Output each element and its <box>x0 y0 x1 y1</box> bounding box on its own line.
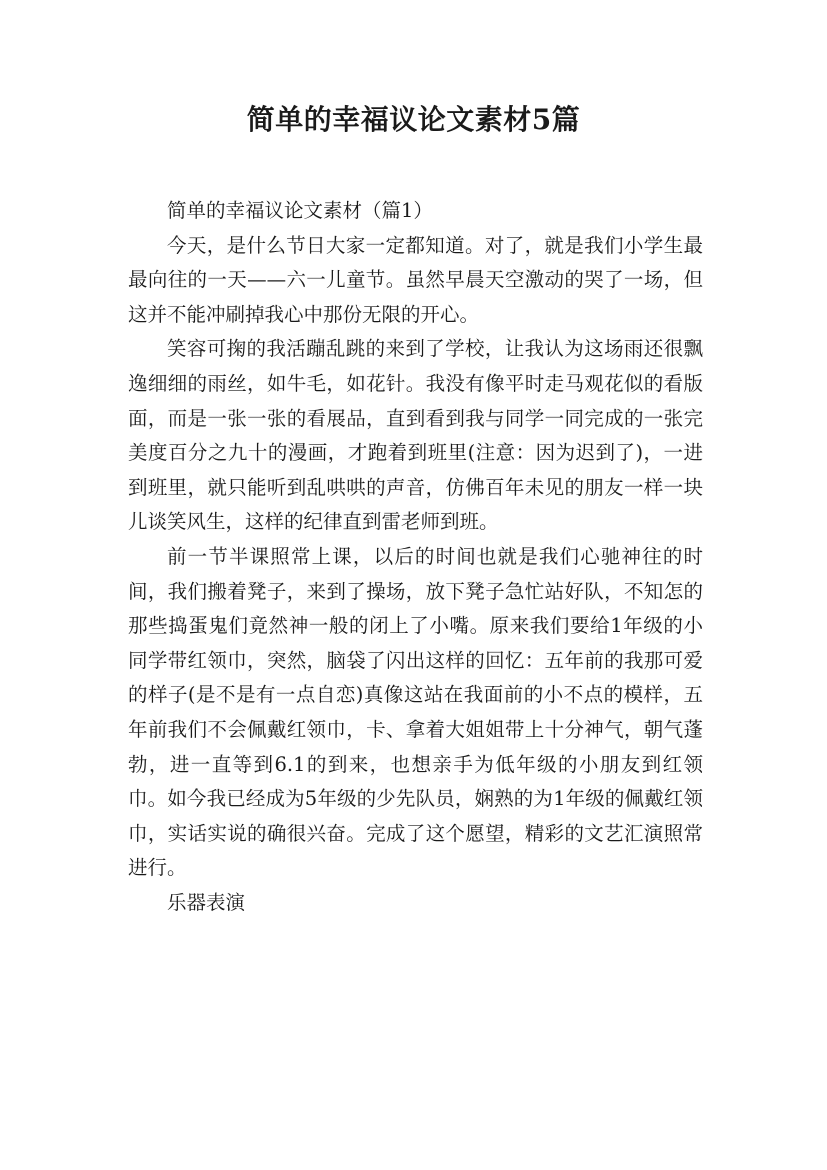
paragraph: 前一节半课照常上课，以后的时间也就是我们心驰神往的时间，我们搬着凳子，来到了操场，放下凳子急忙站好队，不知怎的那些捣蛋鬼们竟然神一般的闭上了小嘴。原来我们要给1年级的小同学带红领巾，突然，脑袋了闪出这样的回忆：五年前的我那可爱的样子(是不是有一点自恋)真像这站在我面前的小不点的模样，五年前我们不会佩戴红领巾，卡、拿着大姐姐带上十分神气，朝气蓬勃，进一直等到6.1的到来，也想亲手为低年级的小朋友到红领巾。如今我已经成为5年级的少先队员，娴熟的为1年级的佩戴红领巾，实话实说的确很兴奋。完成了这个愿望，精彩的文艺汇演照常进行。 <box>128 544 703 880</box>
section-heading: 简单的幸福议论文素材（篇1） <box>167 199 433 222</box>
paragraph: 乐器表演 <box>167 890 246 914</box>
document-body <box>128 194 703 920</box>
paragraph: 笑容可掬的我活蹦乱跳的来到了学校，让我认为这场雨还很飘逸细细的雨丝，如牛毛，如花针。我没有像平时走马观花似的看版面，而是一张一张的看展品，直到看到我与同学一同完成的一张完美度百分之九十的漫画，才跑着到班里(注意：因为迟到了)，一进到班里，就只能听到乱哄哄的声音，仿佛百年未见的朋友一样一块儿谈笑风生，这样的纪律直到雷老师到班。 <box>128 337 703 534</box>
document-title: 简单的幸福议论文素材5篇 <box>246 103 581 136</box>
paragraph: 今天，是什么节日大家一定都知道。对了，就是我们小学生最最向往的一天——六一儿童节。虽然早晨天空激动的哭了一场，但这并不能冲刷掉我心中那份无限的开心。 <box>128 233 703 326</box>
